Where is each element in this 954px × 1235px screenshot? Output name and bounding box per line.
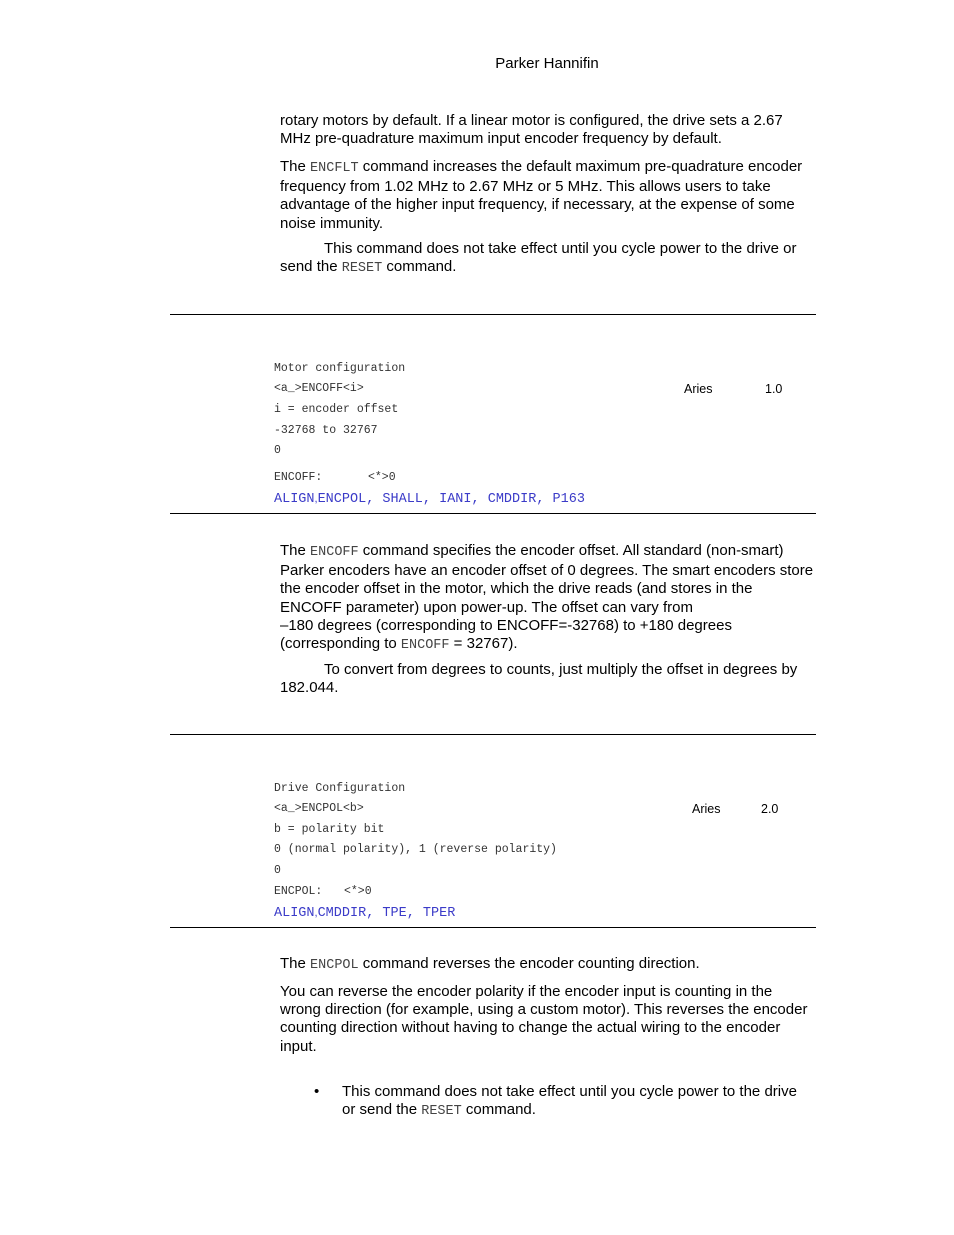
encpol-response-label: ENCPOL: [274,885,323,898]
see-also-link[interactable]: CMDDIR [487,492,537,507]
encoff-response-label: ENCOFF: [274,471,323,484]
encpol-default: 0 [274,864,281,877]
see-also-link[interactable]: TPE [382,906,407,921]
see-also-link[interactable]: P163 [552,492,585,507]
inline-command: ENCOFF [310,545,359,560]
encpol-bullet-note: This command does not take effect until you cycle power to the drive or send the RESET command. [342,1083,797,1120]
section-divider [170,927,816,928]
encpol-description-2: You can reverse the encoder polarity if the encoder input is counting in the wrong direction (for example, using a custom motor). This reverses the encoder counting direction without having to change the actual wiring to the encoder input. [280,983,808,1055]
inline-command: ENCFLT [310,161,359,176]
see-also-link[interactable]: SHALL [382,492,423,507]
encpol-product: Aries [692,802,721,816]
encoff-units: i = encoder offset [274,403,399,416]
inline-command: RESET [341,261,383,277]
encpol-type: Drive Configuration [274,782,406,795]
encoff-description-1: The ENCOFF command specifies the encoder offset. All standard (non-smart) Parker encoders have an encoder offset of 0 degrees. The smart encoders store the encoder offset in the motor, which the drive reads (and stores in the ENCOFF parameter) upon power-up. The offset can vary from –180 degrees (corresponding to ENCOFF=-32768) to +180 degrees (corresponding to ENCOFF = 32767). [280,542,814,654]
inline-command: ENCPOL [310,958,359,973]
see-also-link[interactable]: TPER [422,906,456,921]
encoff-see-also: ALIGN,ENCPOL, SHALL, IANI, CMDDIR, P163 [274,492,585,507]
encpol-units: b = polarity bit [274,823,385,836]
section-divider [170,734,816,735]
encpol-see-also: ALIGN,CMDDIR, TPE, TPER [274,906,456,921]
inline-command: ENCOFF [400,638,450,654]
see-also-link[interactable]: CMDDIR [317,906,367,921]
encoff-range: -32768 to 32767 [274,424,378,437]
section-divider [170,513,816,514]
bullet-icon: • [314,1083,320,1100]
encpol-revision: 2.0 [761,802,779,816]
see-also-link[interactable]: ENCPOL [317,492,367,507]
see-also-link[interactable]: IANI [439,492,472,507]
encflt-paragraph-1: rotary motors by default. If a linear motor is configured, the drive sets a 2.67 MHz pre-quadrature maximum input encoder frequency by default. [280,112,783,148]
header-title: Parker Hannifin [495,55,599,72]
encoff-description-2: To convert from degrees to counts, just multiply the offset in degrees by 182.044. [280,661,798,697]
encoff-type: Motor configuration [274,362,406,375]
encoff-response-value: <*>0 [368,471,396,484]
encpol-range: 0 (normal polarity), 1 (reverse polarity) [274,843,557,856]
encoff-default: 0 [274,444,281,457]
encoff-revision: 1.0 [765,382,783,396]
encpol-syntax: <a_>ENCPOL<b> [274,802,364,815]
encoff-syntax: <a_>ENCOFF<i> [274,382,364,395]
see-also-link[interactable]: ALIGN [274,492,315,507]
encpol-response-value: <*>0 [344,885,372,898]
encflt-paragraph-2: The ENCFLT command increases the default maximum pre-quadrature encoder frequency from 1.02 MHz to 2.67 MHz or 5 MHz. This allows users to take advantage of the higher input frequency, if necessary, at the expense of some noise immunity. [280,158,803,232]
inline-command: RESET [421,1104,462,1120]
encoff-product: Aries [684,382,713,396]
encpol-description-1: The ENCPOL command reverses the encoder counting direction. [280,955,700,973]
section-divider [170,314,816,315]
page-header [0,55,954,72]
encflt-note: This command does not take effect until you cycle power to the drive or send the RESET command. [280,240,797,277]
see-also-link[interactable]: ALIGN [274,906,315,921]
